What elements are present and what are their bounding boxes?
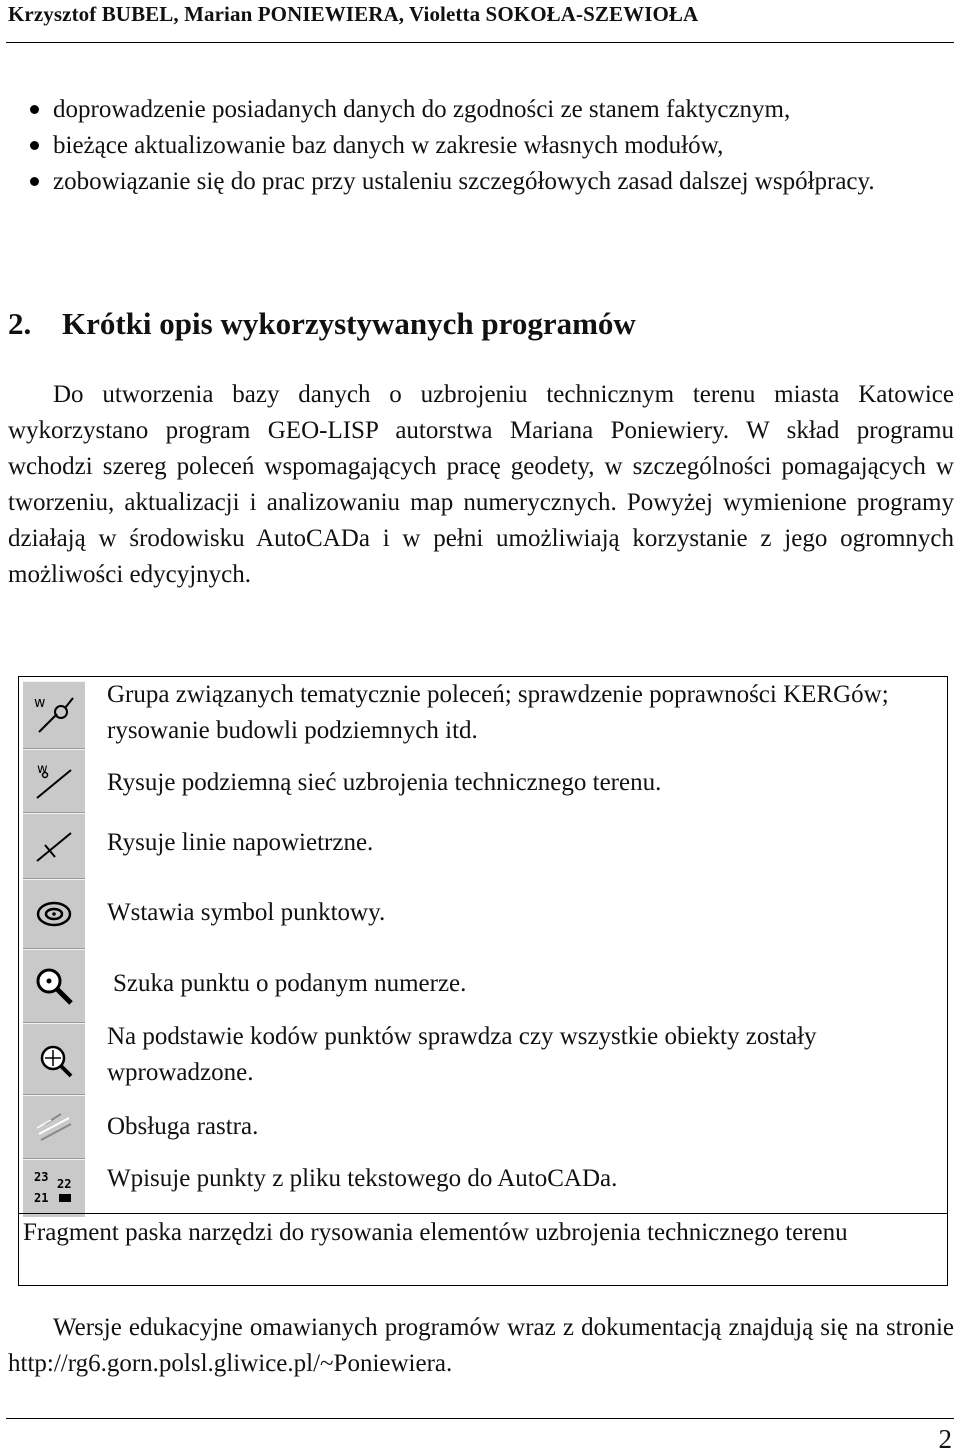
raster-glyph (31, 1104, 77, 1150)
tool-description: Na podstawie kodów punktów sprawdza czy wszystkie obiekty zostały wprowadzone. (107, 1023, 817, 1086)
crosshair-magnifier-glyph (31, 1036, 77, 1082)
tool-description: Wstawia symbol punktowy. (107, 899, 386, 926)
bullet-text: doprowadzenie posiadanych danych do zgodności ze stanem faktycznym, (53, 96, 791, 123)
section-number: 2. (8, 306, 32, 341)
svg-text:22: 22 (57, 1176, 72, 1191)
symbol-glyph (31, 891, 77, 937)
svg-text:21: 21 (34, 1190, 49, 1205)
svg-text:23: 23 (34, 1169, 49, 1184)
wire-group-glyph (31, 692, 77, 738)
figure-caption: Fragment paska narzędzi do rysowania elementów uzbrojenia technicznego terenu (23, 1219, 848, 1246)
bullet-dot-icon (30, 105, 39, 114)
bullet-list (8, 92, 954, 200)
bullet-dot-icon (30, 141, 39, 150)
page-number: 2 (938, 1424, 952, 1454)
raster-icon[interactable] (23, 1095, 85, 1159)
bullet-text: bieżące aktualizowanie baz danych w zakresie własnych modułów, (53, 132, 724, 159)
bullet-item (8, 92, 954, 128)
line-glyph (31, 823, 77, 869)
footer-rule (6, 1418, 954, 1419)
overhead-line-icon[interactable] (23, 813, 85, 879)
running-header: Krzysztof BUBEL, Marian PONIEWIERA, Violetta SOKOŁA-SZEWIOŁA (8, 2, 699, 26)
toolbar-figure (18, 676, 948, 1286)
bullet-item (8, 164, 954, 200)
tool-description: Rysuje podziemną sieć uzbrojenia technicznego terenu. (107, 769, 662, 796)
wire-group-icon[interactable] (23, 681, 85, 749)
body-paragraph: Do utworzenia bazy danych o uzbrojeniu technicznym terenu miasta Katowice wykorzystano program GEO-LISP autorstwa Mariana Poniewiery. W skład programu wchodzi szereg poleceń wspomagających pracę geodety, w szczególności pomagających w tworzeniu, aktualizacji i analizowaniu map numerycznych. Powyżej wymienione programy działają w środowisku AutoCADa i w pełni umożliwiają korzystanie z jego ogromnych możliwości edycyjnych. (8, 381, 954, 588)
header-rule (6, 42, 954, 43)
section-title: Krótki opis wykorzystywanych programów (62, 306, 636, 341)
underground-network-icon[interactable] (23, 749, 85, 813)
point-symbol-icon[interactable] (23, 879, 85, 949)
toolbar-strip (23, 681, 85, 1217)
tool-description: Rysuje linie napowietrzne. (107, 829, 374, 856)
bullet-item (8, 128, 954, 164)
text-points-glyph (31, 1166, 77, 1212)
tool-description: Szuka punktu o podanym numerze. (113, 970, 467, 997)
bullet-text: zobowiązanie się do prac przy ustaleniu szczegółowych zasad dalszej współpracy. (53, 168, 875, 195)
body-paragraph: Wersje edukacyjne omawianych programów wraz z dokumentacją znajdują się na stronie http://rg6.gorn.polsl.gliwice.pl/~Poniewiera. (8, 1314, 954, 1377)
caption-divider (19, 1213, 947, 1214)
text-points-icon[interactable] (23, 1159, 85, 1217)
svg-text:w: w (34, 695, 46, 711)
section-heading (8, 306, 636, 342)
tool-description: Grupa związanych tematycznie poleceń; sprawdzenie poprawności KERGów; rysowanie budowli podziemnych itd. (107, 681, 889, 744)
bullet-dot-icon (30, 177, 39, 186)
magnifier-glyph (31, 963, 77, 1009)
tool-description: Wpisuje punkty z pliku tekstowego do AutoCADa. (107, 1165, 618, 1192)
svg-text:w: w (37, 762, 48, 777)
point-search-icon[interactable] (23, 949, 85, 1023)
network-glyph (31, 758, 77, 804)
object-check-icon[interactable] (23, 1023, 85, 1095)
tool-description: Obsługa rastra. (107, 1113, 259, 1140)
